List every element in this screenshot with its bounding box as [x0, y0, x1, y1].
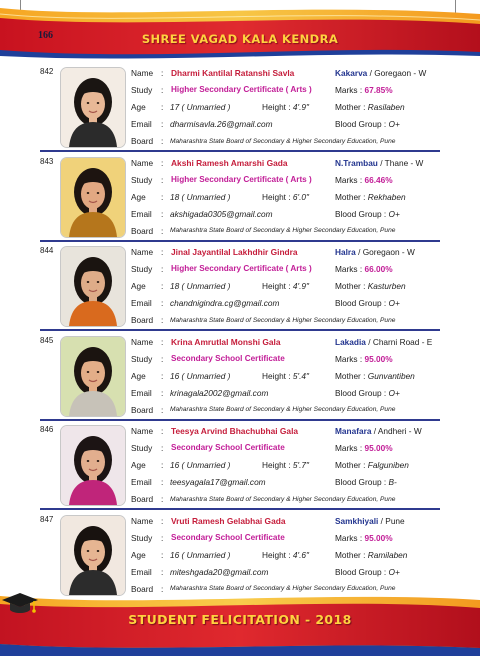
marks — [335, 175, 393, 185]
name-colon: : — [161, 336, 164, 347]
age-colon: : — [161, 549, 164, 560]
study-colon: : — [161, 353, 164, 364]
current-location: / Goregaon - W — [369, 68, 427, 78]
student-photo — [60, 515, 126, 596]
student-photo — [60, 246, 126, 327]
height-label: Height : — [262, 102, 291, 112]
age-value: 17 ( Unmarried ) — [170, 102, 231, 112]
student-photo — [60, 425, 126, 506]
student-record — [0, 421, 480, 510]
study-colon: : — [161, 85, 164, 95]
marks-value: 66.46% — [364, 174, 393, 185]
email-colon: : — [161, 119, 164, 129]
height — [262, 192, 309, 202]
age-label: Age — [131, 102, 146, 112]
age-label: Age — [131, 191, 146, 202]
study-value: Higher Secondary Certificate ( Arts ) — [171, 174, 312, 184]
study-label: Study — [131, 85, 153, 95]
blood-group-value: O+ — [388, 566, 400, 577]
board-label: Board — [131, 494, 154, 504]
mother-label: Mother : — [335, 370, 366, 381]
mother-value: Gunvantiben — [367, 370, 415, 381]
student-photo — [60, 336, 126, 417]
student-record — [0, 511, 480, 600]
email-label: Email — [131, 387, 152, 398]
study-colon: : — [161, 174, 164, 185]
email-value: akshigada0305@gmail.com — [170, 208, 273, 219]
student-name: Dharmi Kantilal Ratanshi Savla — [171, 68, 295, 78]
student-name: Teesya Arvind Bhachubhai Gala — [171, 426, 299, 436]
mother-label: Mother : — [335, 102, 366, 112]
native-place: Lakadia — [335, 336, 366, 347]
name-colon: : — [161, 426, 164, 436]
height-label: Height : — [262, 460, 291, 470]
age-value: 18 ( Unmarried ) — [170, 281, 231, 291]
age-colon: : — [161, 460, 164, 470]
marks — [335, 85, 393, 95]
student-name: Krina Amrutlal Monshi Gala — [171, 336, 281, 347]
native-place: Halra — [335, 247, 356, 257]
mother — [335, 460, 409, 470]
board-value: Maharashtra State Board of Secondary & Higher Secondary Education, Pune — [170, 406, 396, 413]
record-number: 842 — [40, 67, 54, 76]
age-label: Age — [131, 370, 146, 381]
mother — [335, 550, 407, 560]
board-colon: : — [161, 404, 164, 415]
page-number: 166 — [38, 30, 53, 41]
marks-label: Marks : — [335, 174, 363, 185]
height-value: 5'.7" — [292, 460, 309, 470]
name-colon: : — [161, 157, 164, 168]
marks-label: Marks : — [335, 353, 363, 364]
student-record — [0, 242, 480, 331]
current-location: / Andheri - W — [373, 426, 422, 436]
blood-group-label: Blood Group : — [335, 119, 387, 129]
native-location — [335, 158, 423, 168]
age-value: 16 ( Unmarried ) — [170, 549, 231, 560]
student-photo — [60, 157, 126, 238]
name-label: Name — [131, 247, 154, 257]
current-location: / Thane - W — [380, 157, 424, 168]
name-colon: : — [161, 247, 164, 257]
study-colon: : — [161, 264, 164, 274]
mother-label: Mother : — [335, 281, 366, 291]
marks-value: 95.00% — [364, 532, 393, 543]
page-header — [0, 0, 480, 62]
board-colon: : — [161, 315, 164, 325]
study-value: Secondary School Certificate — [171, 353, 285, 363]
mother-value: Rekhaben — [367, 191, 406, 202]
age-value: 16 ( Unmarried ) — [170, 460, 231, 470]
blood-group — [335, 298, 400, 308]
mother — [335, 192, 406, 202]
mother-label: Mother : — [335, 549, 366, 560]
age-value: 16 ( Unmarried ) — [170, 370, 231, 381]
native-place: N.Trambau — [335, 157, 378, 168]
name-label: Name — [131, 336, 154, 347]
height — [262, 281, 309, 291]
email-label: Email — [131, 477, 152, 487]
native-location — [335, 426, 422, 436]
mother-label: Mother : — [335, 191, 366, 202]
blood-group-value: B- — [388, 477, 397, 487]
height-value: 5'.4" — [292, 370, 309, 381]
marks — [335, 443, 393, 453]
height — [262, 460, 309, 470]
record-number: 845 — [40, 335, 54, 345]
blood-group-label: Blood Group : — [335, 387, 387, 398]
student-photo — [60, 67, 126, 148]
blood-group-label: Blood Group : — [335, 298, 387, 308]
marks-value: 67.85% — [364, 85, 393, 95]
study-label: Study — [131, 353, 153, 364]
name-label: Name — [131, 426, 154, 436]
marks-label: Marks : — [335, 443, 363, 453]
student-record — [0, 63, 480, 152]
record-number: 847 — [40, 514, 54, 524]
marks-value: 95.00% — [364, 443, 393, 453]
blood-group-label: Blood Group : — [335, 566, 387, 577]
mother-value: Ramilaben — [367, 549, 408, 560]
email-value: krinagala2002@gmail.com — [170, 387, 269, 398]
email-value: miteshgada20@gmail.com — [170, 566, 269, 577]
age-colon: : — [161, 102, 164, 112]
record-number: 843 — [40, 156, 54, 166]
blood-group-value: O+ — [388, 119, 400, 129]
board-label: Board — [131, 225, 154, 236]
email-label: Email — [131, 119, 152, 129]
current-location: / Charni Road - E — [368, 336, 433, 347]
height — [262, 102, 309, 112]
age-value: 18 ( Unmarried ) — [170, 191, 231, 202]
board-label: Board — [131, 583, 154, 594]
student-record — [0, 153, 480, 242]
mother — [335, 281, 406, 291]
blood-group — [335, 477, 397, 487]
study-value: Secondary School Certificate — [171, 532, 285, 542]
board-colon: : — [161, 225, 164, 236]
page-footer — [0, 590, 480, 656]
blood-group-label: Blood Group : — [335, 208, 387, 219]
height — [262, 371, 309, 381]
board-label: Board — [131, 404, 154, 415]
marks — [335, 533, 393, 543]
age-colon: : — [161, 191, 164, 202]
email-colon: : — [161, 566, 164, 577]
name-colon: : — [161, 515, 164, 526]
height-label: Height : — [262, 281, 291, 291]
marks-value: 95.00% — [364, 353, 393, 364]
marks-label: Marks : — [335, 85, 363, 95]
blood-group — [335, 567, 400, 577]
height-value: 4'.9" — [292, 281, 309, 291]
blood-group-value: O+ — [388, 208, 400, 219]
board-value: Maharashtra State Board of Secondary & Higher Secondary Education, Pune — [170, 227, 396, 234]
height-label: Height : — [262, 549, 291, 560]
record-number: 844 — [40, 246, 54, 255]
study-value: Higher Secondary Certificate ( Arts ) — [171, 85, 312, 94]
board-colon: : — [161, 494, 164, 504]
height-label: Height : — [262, 191, 291, 202]
native-place: Samkhiyali — [335, 515, 379, 526]
header-banner-graphic — [0, 0, 480, 62]
student-record — [0, 332, 480, 421]
student-name: Jinal Jayantilal Lakhdhir Gindra — [171, 247, 298, 257]
blood-group — [335, 119, 400, 129]
height-label: Height : — [262, 370, 291, 381]
current-location: / Pune — [380, 515, 405, 526]
blood-group-value: O+ — [388, 387, 400, 398]
blood-group-value: O+ — [388, 298, 400, 308]
age-colon: : — [161, 281, 164, 291]
study-colon: : — [161, 532, 164, 543]
mother-value: Kasturben — [367, 281, 406, 291]
native-location — [335, 68, 426, 78]
name-colon: : — [161, 68, 164, 78]
age-label: Age — [131, 549, 146, 560]
email-colon: : — [161, 387, 164, 398]
record-number: 846 — [40, 425, 54, 434]
study-label: Study — [131, 532, 153, 543]
board-colon: : — [161, 136, 164, 146]
height-value: 4'.9" — [292, 102, 309, 112]
mother-label: Mother : — [335, 460, 366, 470]
study-label: Study — [131, 174, 153, 185]
native-location — [335, 337, 432, 347]
age-colon: : — [161, 370, 164, 381]
age-label: Age — [131, 281, 146, 291]
board-value: Maharashtra State Board of Secondary & Higher Secondary Education, Pune — [170, 585, 396, 592]
email-value: teesyagala17@gmail.com — [170, 477, 266, 487]
native-place: Kakarva — [335, 68, 368, 78]
mother — [335, 102, 405, 112]
native-location — [335, 247, 415, 257]
email-colon: : — [161, 208, 164, 219]
mother-value: Rasilaben — [367, 102, 405, 112]
height — [262, 550, 309, 560]
board-value: Maharashtra State Board of Secondary & Higher Secondary Education, Pune — [170, 495, 396, 503]
native-place: Manafara — [335, 426, 372, 436]
blood-group-label: Blood Group : — [335, 477, 387, 487]
board-label: Board — [131, 136, 154, 146]
email-label: Email — [131, 208, 152, 219]
study-label: Study — [131, 264, 153, 274]
footer-title: STUDENT FELICITATION - 2018 — [128, 612, 352, 627]
current-location: / Goregaon - W — [358, 247, 415, 257]
study-value: Secondary School Certificate — [171, 443, 285, 452]
board-value: Maharashtra State Board of Secondary & Higher Secondary Education, Pune — [170, 137, 396, 145]
student-name: Akshi Ramesh Amarshi Gada — [171, 157, 288, 168]
age-label: Age — [131, 460, 146, 470]
study-label: Study — [131, 443, 153, 453]
board-label: Board — [131, 315, 154, 325]
marks — [335, 354, 393, 364]
email-value: dharmisavla.26@gmail.com — [170, 119, 273, 129]
marks-value: 66.00% — [364, 264, 393, 274]
name-label: Name — [131, 157, 154, 168]
mother — [335, 371, 415, 381]
email-value: chandnigindra.cg@gmail.com — [170, 298, 280, 308]
student-name: Vruti Ramesh Gelabhai Gada — [171, 515, 286, 526]
mother-value: Falguniben — [367, 460, 409, 470]
email-label: Email — [131, 566, 152, 577]
study-value: Higher Secondary Certificate ( Arts ) — [171, 264, 312, 273]
blood-group — [335, 388, 400, 398]
email-colon: : — [161, 477, 164, 487]
name-label: Name — [131, 68, 154, 78]
marks-label: Marks : — [335, 532, 363, 543]
blood-group — [335, 209, 400, 219]
email-label: Email — [131, 298, 152, 308]
name-label: Name — [131, 515, 154, 526]
email-colon: : — [161, 298, 164, 308]
study-colon: : — [161, 443, 164, 453]
native-location — [335, 516, 405, 526]
height-value: 4'.6" — [292, 549, 309, 560]
marks-label: Marks : — [335, 264, 363, 274]
board-value: Maharashtra State Board of Secondary & Higher Secondary Education, Pune — [170, 316, 396, 324]
header-title: SHREE VAGAD KALA KENDRA — [141, 32, 339, 46]
height-value: 6'.0" — [292, 191, 309, 202]
board-colon: : — [161, 583, 164, 594]
marks — [335, 264, 393, 274]
